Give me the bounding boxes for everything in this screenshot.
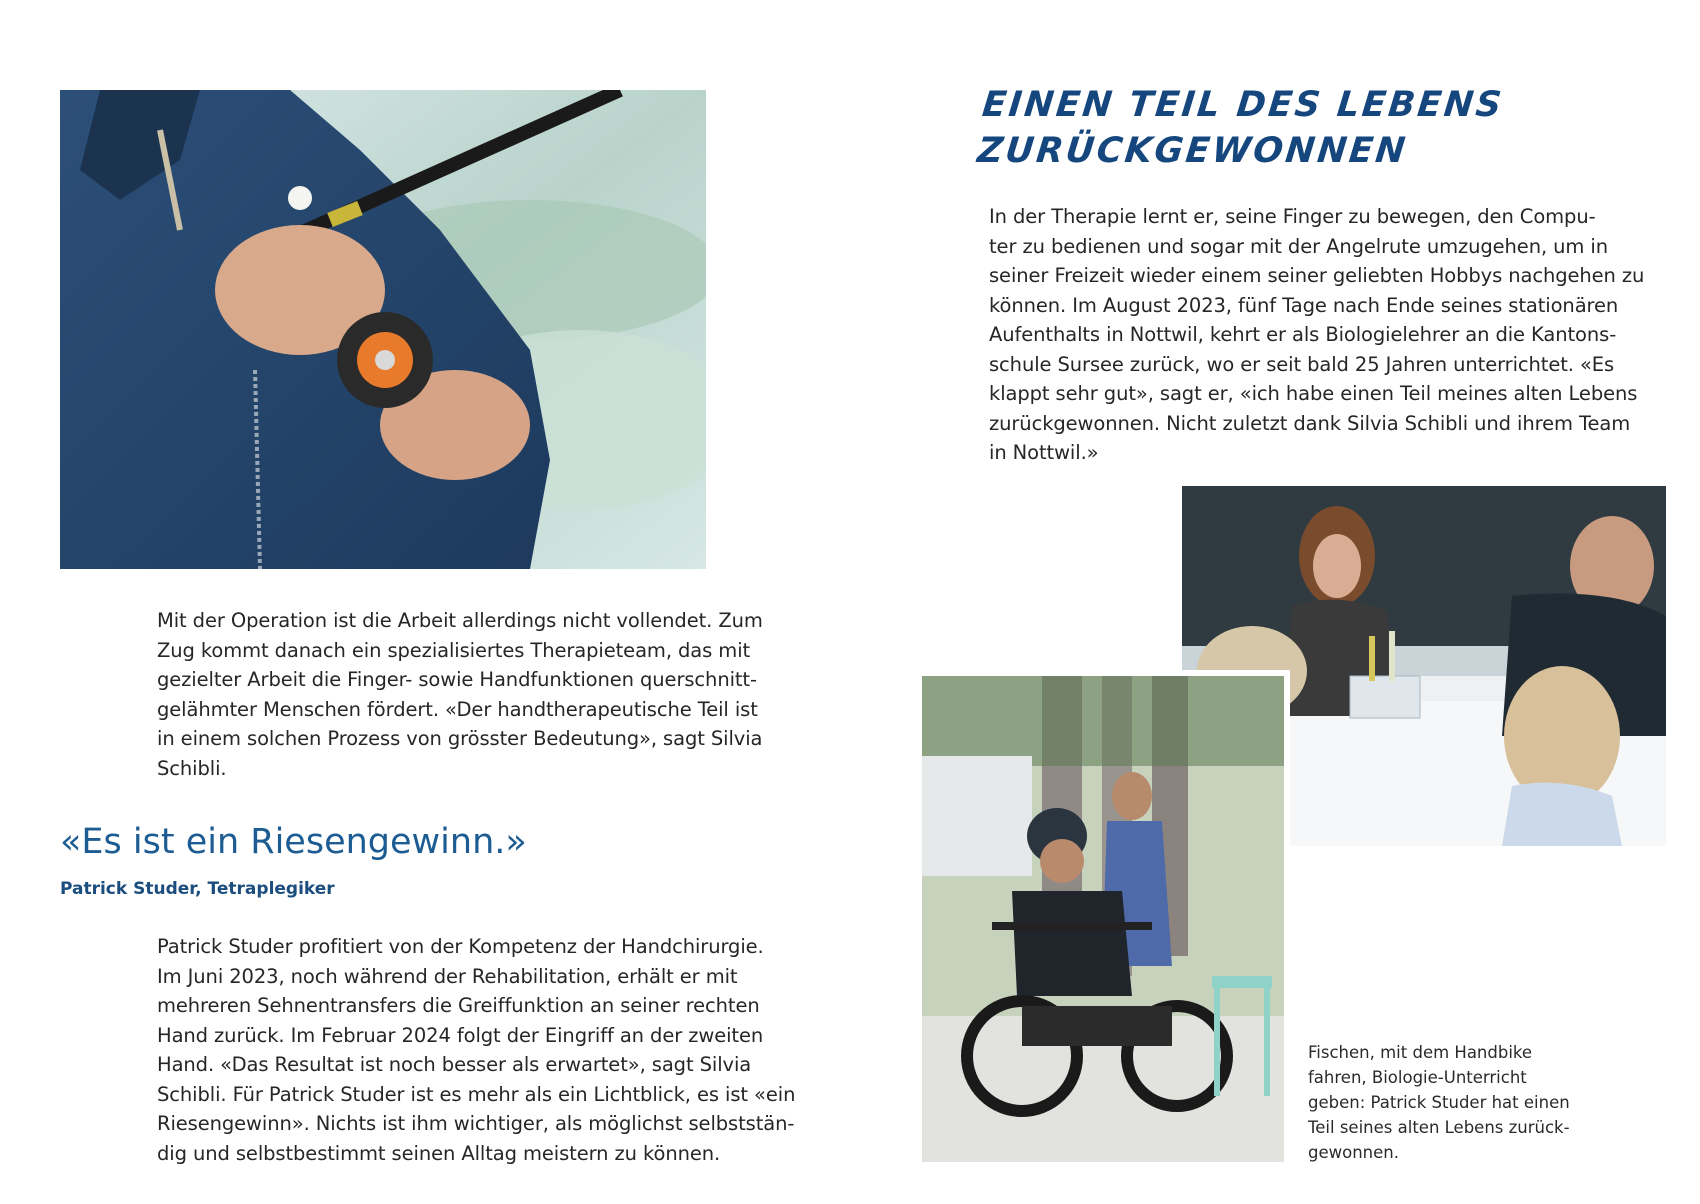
text-line: mehreren Sehnentransfers die Greiffunktion an seiner rechten (157, 994, 760, 1017)
headline-line: ZURÜCKGEWONNEN (975, 131, 1410, 171)
text-line: können. Im August 2023, fünf Tage nach Ende seines stationären (989, 293, 1619, 317)
text-line: gezielter Arbeit die Finger- sowie Handfunktionen querschnitt- (157, 668, 757, 691)
caption-line: gewonnen. (1308, 1143, 1399, 1162)
headline-line: EINEN TEIL DES LEBENS (980, 85, 1506, 125)
text-line: Im Juni 2023, noch während der Rehabilitation, erhält er mit (157, 964, 738, 988)
text-line: dig und selbstbestimmt seinen Alltag meistern zu können. (157, 1141, 721, 1165)
photo-caption (1308, 1040, 1570, 1165)
text-line: Riesengewinn». Nichts ist ihm wichtiger, als möglichst selbststän- (157, 1112, 795, 1135)
text-line: ter zu bedienen und sogar mit der Angelrute umzugehen, um in (989, 234, 1608, 258)
pull-quote: «Es ist ein Riesengewinn.» (60, 822, 527, 862)
text-line: seiner Freizeit wieder einem seiner geliebten Hobbys nachgehen zu (989, 264, 1645, 287)
paragraph-hand-surgery (157, 932, 795, 1168)
caption-line: geben: Patrick Studer hat einen (1308, 1093, 1570, 1112)
text-line: Patrick Studer profitiert von der Kompetenz der Handchirurgie. (157, 935, 764, 958)
text-line: Aufenthalts in Nottwil, kehrt er als Biologielehrer an die Kantons- (989, 323, 1617, 346)
text-line: In der Therapie lernt er, seine Finger zu bewegen, den Compu- (989, 205, 1596, 228)
caption-line: Fischen, mit dem Handbike (1308, 1043, 1533, 1062)
text-line: schule Sursee zurück, wo er seit bald 25 Jahren unterrichtet. «Es (989, 352, 1615, 376)
text-line: in einem solchen Prozess von grösster Bedeutung», sagt Silvia (157, 727, 763, 750)
photo-fishing-rod (60, 90, 706, 569)
text-line: zurückgewonnen. Nicht zuletzt dank Silvia Schibli und ihrem Team (989, 411, 1631, 435)
text-line: Mit der Operation ist die Arbeit allerdings nicht vollendet. Zum (157, 609, 763, 632)
text-line: Hand zurück. Im Februar 2024 folgt der Eingriff an der zweiten (157, 1023, 764, 1047)
text-line: klappt sehr gut», sagt er, «ich habe einen Teil meines alten Lebens (989, 382, 1638, 405)
caption-line: fahren, Biologie-Unterricht (1308, 1068, 1527, 1087)
text-line: Hand. «Das Resultat ist noch besser als erwartet», sagt Silvia (157, 1053, 752, 1076)
text-line: gelähmter Menschen fördert. «Der handtherapeutische Teil ist (157, 697, 758, 721)
paragraph-therapy (989, 202, 1644, 468)
text-line: Schibli. Für Patrick Studer ist es mehr als ein Lichtblick, es ist «ein (157, 1082, 796, 1106)
text-line: in Nottwil.» (989, 441, 1099, 464)
text-line: Zug kommt danach ein spezialisiertes Therapieteam, das mit (157, 638, 751, 662)
paragraph-operation (157, 606, 763, 783)
photo-handbike (922, 676, 1284, 1162)
article-headline (975, 82, 1506, 174)
text-line: Schibli. (157, 756, 227, 780)
quote-author: Patrick Studer, Tetraplegiker (60, 879, 335, 899)
caption-line: Teil seines alten Lebens zurück- (1308, 1118, 1570, 1137)
